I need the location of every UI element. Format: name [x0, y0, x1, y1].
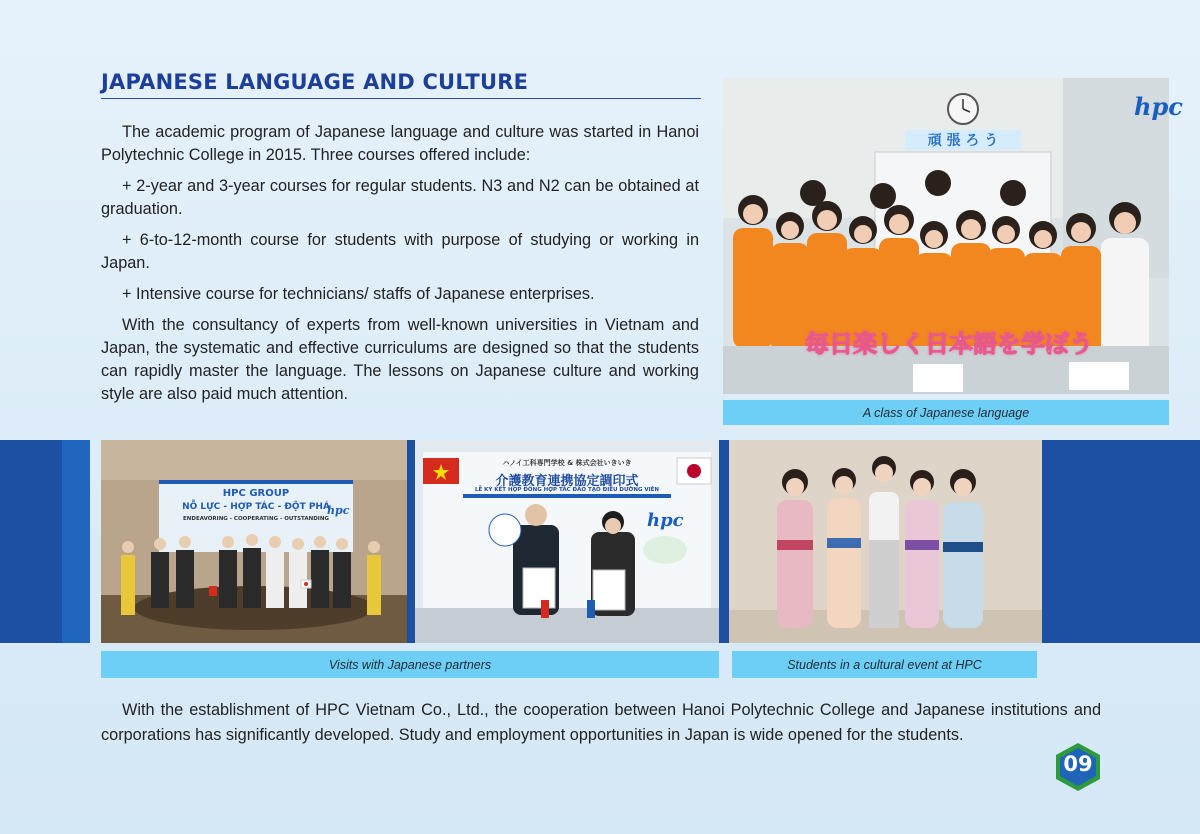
footer-paragraph: With the establishment of HPC Vietnam Co., Ltd., the cooperation between Hanoi Polytechnic College and Japanese institutions and corporations has significantly developed. Study and employment opportunities in Japan is wide opened for the students. [101, 701, 1101, 744]
band-left [0, 440, 62, 643]
visits-caption: Visits with Japanese partners [101, 651, 719, 678]
meeting-photo [101, 440, 407, 643]
meeting-photo-image [101, 440, 407, 643]
culture-photo-image [729, 440, 1042, 643]
board-text: 頑 張 ろ う [905, 130, 1021, 150]
page-number: 09 [1063, 752, 1093, 776]
signing-banner-vn: LỄ KÝ KẾT HỢP ĐỒNG HỢP TÁC ĐÀO TẠO ĐIỀU DƯỠNG VIÊN [474, 487, 660, 493]
meeting-sign-sub: ENDEAVORING - COOPERATING - OUTSTANDING [183, 516, 329, 522]
footer-text [101, 698, 1101, 748]
signing-photo [415, 440, 719, 643]
intro-paragraph: + 2-year and 3-year courses for regular students. N3 and N2 can be obtained at graduation. [101, 177, 699, 218]
intro-paragraph: The academic program of Japanese language and culture was started in Hanoi Polytechnic College in 2015. Three courses offered include: [101, 123, 699, 164]
section-heading: JAPANESE LANGUAGE AND CULTURE [101, 70, 701, 99]
intro-paragraph: + Intensive course for technicians/ staffs of Japanese enterprises. [122, 285, 595, 303]
intro-paragraph: With the consultancy of experts from well-known universities in Vietnam and Japan, the systematic and effective curriculums are designed so that the students can rapidly master the language. The lessons on Japanese culture and working style are also paid much attention. [101, 316, 699, 403]
band-gap [719, 440, 729, 643]
culture-photo [729, 440, 1042, 643]
meeting-sign-title: HPC GROUP [222, 488, 290, 499]
hpc-logo: hpc [327, 504, 350, 517]
band-right [1042, 440, 1200, 643]
band-gap [407, 440, 415, 643]
class-photo [723, 78, 1183, 394]
signing-banner-top: ハノイ工科専門学校 & 株式会社いきいき [502, 459, 632, 467]
hpc-logo: hpc [647, 510, 684, 531]
hpc-logo: hpc [1134, 92, 1183, 121]
culture-caption: Students in a cultural event at HPC [732, 651, 1037, 678]
band-left-stripe [62, 440, 90, 643]
signing-banner-main: 介護教育連携協定調印式 [495, 474, 639, 489]
intro-text [101, 121, 699, 406]
class-overlay-text: 毎日楽しく日本語を学ぼう [805, 330, 1093, 358]
meeting-sign-slogan: NỖ LỰC - HỢP TÁC - ĐỘT PHÁ [182, 502, 330, 512]
intro-paragraph: + 6-to-12-month course for students with purpose of studying or working in Japan. [101, 231, 699, 272]
class-photo-caption: A class of Japanese language [723, 400, 1169, 425]
